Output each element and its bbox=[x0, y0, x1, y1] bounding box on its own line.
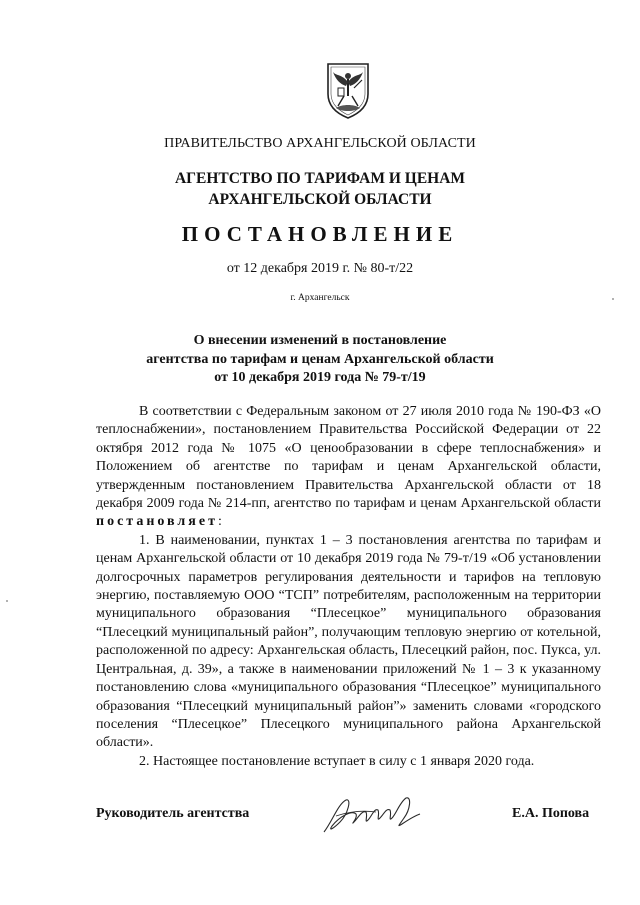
scan-dust-mark bbox=[612, 298, 614, 300]
subject-line3: от 10 декабря 2019 года № 79-т/19 bbox=[214, 370, 426, 385]
signatory-name: Е.А. Попова bbox=[512, 806, 590, 821]
decree-word: постановляет bbox=[96, 514, 218, 530]
item-1-paragraph: 1. В наименовании, пунктах 1 – 3 постановления агентства по тарифам и ценам Архангельской области от 10 декабря 2019 года № 79-т/19 «Об установлении долгосрочных параметров регулирования деятельности и тарифов на тепловую энергию, поставляемую ООО “ТСП” потребителям, расположенным на территории муниципального образования “Плесецкое” муниципального образования “Плесецкий муниципальный район”, получающим тепловую энергию от котельной, расположенной по адресу: Архангельская область, Плесецкий район, пос. Пукса, ул. Центральная, д. 39», а также в наименовании приложений № 1 – 3 к указанному постановлению слова «муниципального образования “Плесецкое” муниципального образования “Плесецкий муниципальный район”» заменить словами «городского поселения “Плесецкое” Плесецкого муниципального района Архангельской области». bbox=[96, 532, 601, 751]
coat-of-arms-icon bbox=[324, 60, 372, 120]
signatory-role: Руководитель агентства bbox=[96, 806, 250, 821]
subject-line1: О внесении изменений в постановление bbox=[193, 333, 447, 348]
preamble-text: В соответствии с Федеральным законом от 27 июля 2010 года № 190-ФЗ «О теплоснабжении», постановлением Правительства Российской Федерации от 22 октября 2012 года № 1075 «О ценообразовании в сфере теплоснабжения» и Положением об агентстве по тарифам и ценам Архангельской области, утвержденным постановлением Правительства Архангельской области от 18 декабря 2009 года № 214-пп, агентство по тарифам и ценам Архангельской области bbox=[96, 404, 601, 512]
document-body bbox=[96, 403, 601, 771]
document-subject bbox=[0, 332, 640, 388]
preamble-paragraph: В соответствии с Федеральным законом от 27 июля 2010 года № 190-ФЗ «О теплоснабжении», постановлением Правительства Российской Федерации от 22 октября 2012 года № 1075 «О ценообразовании в сфере теплоснабжения» и Положением об агентстве по тарифам и ценам Архангельской области, утвержденным постановлением Правительства Архангельской области от 18 декабря 2009 года № 214-пп, агентство по тарифам и ценам Архангельской области постановляет: bbox=[96, 404, 601, 530]
document-city: г. Архангельск bbox=[290, 293, 350, 303]
agency-name bbox=[0, 168, 640, 210]
signature-icon bbox=[318, 792, 426, 838]
government-name: ПРАВИТЕЛЬСТВО АРХАНГЕЛЬСКОЙ ОБЛАСТИ bbox=[164, 136, 476, 151]
document-date-number: от 12 декабря 2019 г. № 80-т/22 bbox=[226, 261, 414, 276]
scan-dust-mark bbox=[6, 600, 8, 602]
document-type-title: ПОСТАНОВЛЕНИЕ bbox=[181, 222, 459, 246]
agency-name-line1: АГЕНТСТВО ПО ТАРИФАМ И ЦЕНАМ bbox=[174, 170, 466, 187]
item-2-paragraph: 2. Настоящее постановление вступает в силу с 1 января 2020 года. bbox=[139, 753, 535, 769]
agency-name-line2: АРХАНГЕЛЬСКОЙ ОБЛАСТИ bbox=[208, 191, 432, 208]
subject-line2: агентства по тарифам и ценам Архангельской области bbox=[146, 351, 494, 367]
